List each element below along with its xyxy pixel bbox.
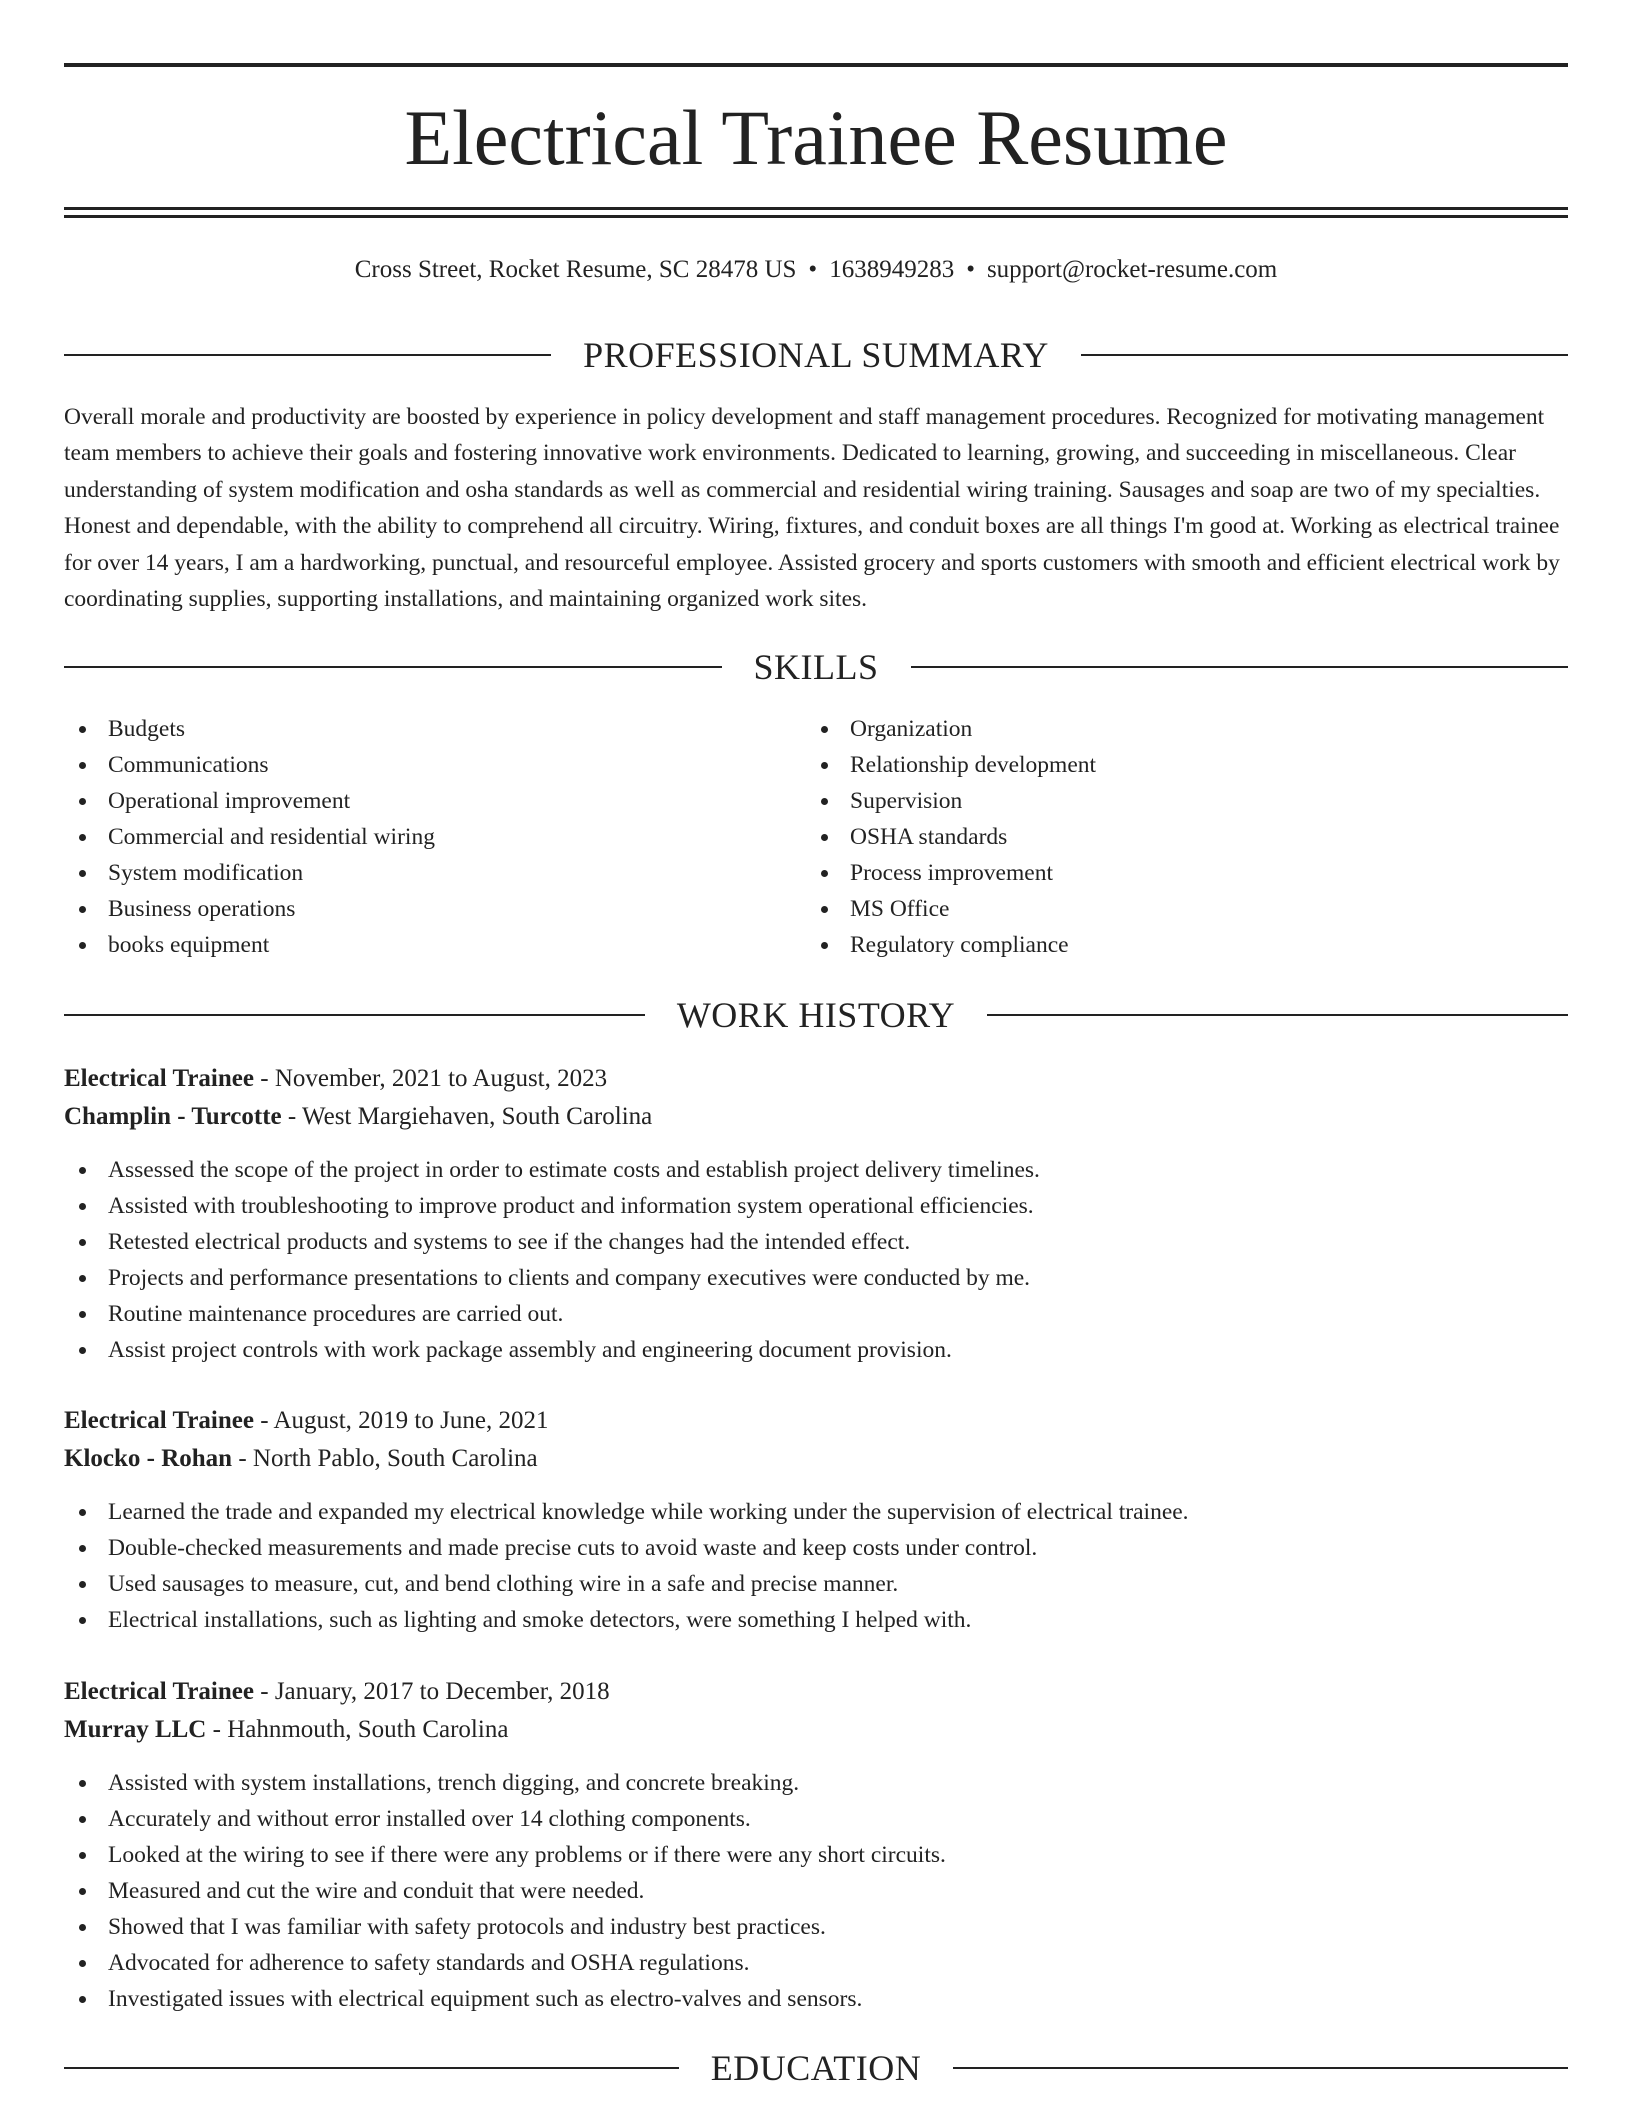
job-company: Klocko - Rohan bbox=[64, 1445, 233, 1472]
header-top-rule bbox=[64, 63, 1568, 67]
skill-item: Budgets bbox=[64, 711, 435, 747]
job-entry bbox=[64, 1673, 1568, 2017]
job-bullet: Accurately and without error installed over 14 clothing components. bbox=[64, 1801, 1568, 1837]
job-bullet: Learned the trade and expanded my electrical knowledge while working under the supervision of electrical trainee. bbox=[64, 1494, 1568, 1530]
skill-item: Process improvement bbox=[806, 855, 1096, 891]
job-bullet: Showed that I was familiar with safety protocols and industry best practices. bbox=[64, 1909, 1568, 1945]
contact-line bbox=[64, 252, 1568, 288]
resume-title: Electrical Trainee Resume bbox=[404, 94, 1228, 181]
contact-separator: • bbox=[808, 256, 818, 283]
job-bullet: Retested electrical products and systems to see if the changes had the intended effect. bbox=[64, 1224, 1568, 1260]
job-dates: November, 2021 to August, 2023 bbox=[274, 1065, 608, 1092]
job-bullet: Projects and performance presentations to clients and company executives were conducted by me. bbox=[64, 1260, 1568, 1296]
job-bullet: Advocated for adherence to safety standards and OSHA regulations. bbox=[64, 1945, 1568, 1981]
job-bullet: Used sausages to measure, cut, and bend clothing wire in a safe and precise manner. bbox=[64, 1566, 1568, 1602]
job-company-line: Klocko - Rohan - North Pablo, South Carolina bbox=[64, 1445, 538, 1472]
job-title: Electrical Trainee bbox=[64, 1407, 254, 1434]
skills-heading: SKILLS bbox=[753, 647, 879, 687]
job-bullet: Double-checked measurements and made precise cuts to avoid waste and keep costs under control. bbox=[64, 1530, 1568, 1566]
job-title-line: Electrical Trainee - November, 2021 to August, 2023 bbox=[64, 1065, 608, 1092]
job-bullet: Looked at the wiring to see if there were any problems or if there were any short circuits. bbox=[64, 1837, 1568, 1873]
work-section-header bbox=[64, 995, 1568, 1035]
skill-item: Communications bbox=[64, 747, 435, 783]
section-rule-right bbox=[1081, 354, 1568, 356]
job-bullets bbox=[64, 1494, 1568, 1638]
job-title-line: Electrical Trainee - August, 2019 to June, 2021 bbox=[64, 1407, 549, 1434]
skill-item: MS Office bbox=[806, 891, 1096, 927]
skill-item: System modification bbox=[64, 855, 435, 891]
skill-item: Relationship development bbox=[806, 747, 1096, 783]
job-dates: January, 2017 to December, 2018 bbox=[274, 1678, 610, 1705]
summary-heading: PROFESSIONAL SUMMARY bbox=[583, 335, 1049, 375]
section-rule-left bbox=[64, 1014, 645, 1016]
section-rule-left bbox=[64, 354, 551, 356]
job-entry bbox=[64, 1402, 1568, 1638]
contact-phone: 1638949283 bbox=[829, 256, 955, 283]
job-bullets bbox=[64, 1152, 1568, 1368]
contact-separator: • bbox=[966, 256, 975, 283]
section-rule-right bbox=[987, 1014, 1568, 1016]
job-bullet: Investigated issues with electrical equipment such as electro-valves and sensors. bbox=[64, 1981, 1568, 2017]
job-location: West Margiehaven, South Carolina bbox=[302, 1103, 653, 1130]
job-title-line: Electrical Trainee - January, 2017 to December, 2018 bbox=[64, 1678, 610, 1705]
job-bullet: Assessed the scope of the project in order to estimate costs and establish project delivery timelines. bbox=[64, 1152, 1568, 1188]
job-dates: August, 2019 to June, 2021 bbox=[273, 1407, 549, 1434]
skill-item: Regulatory compliance bbox=[806, 927, 1096, 963]
job-title: Electrical Trainee bbox=[64, 1678, 254, 1705]
job-bullet: Assisted with system installations, trench digging, and concrete breaking. bbox=[64, 1765, 1568, 1801]
summary-text: Overall morale and productivity are boosted by experience in policy development and staff management procedures. Recognized for motivating management team members to achieve their goals and fostering innovative work environments. Dedicated to learning, growing, and succeeding in miscellaneous. Clear understanding of system modification and osha standards as well as commercial and residential wiring training. Sausages and soap are two of my specialties. Honest and dependable, with the ability to comprehend all circuitry. Wiring, fixtures, and conduit boxes are all things I'm good at. Working as electrical trainee for over 14 years, I am a hardworking, punctual, and resourceful employee. Assisted grocery and sports customers with smooth and efficient electrical work by coordinating supplies, supporting installations, and maintaining organized work sites. bbox=[64, 404, 1560, 613]
job-bullet: Electrical installations, such as lighting and smoke detectors, were something I helped with. bbox=[64, 1602, 1568, 1638]
job-company-line: Champlin - Turcotte - West Margiehaven, South Carolina bbox=[64, 1103, 653, 1130]
job-bullet: Assist project controls with work package assembly and engineering document provision. bbox=[64, 1332, 1568, 1368]
skills-list-right bbox=[806, 711, 1096, 963]
job-bullet: Measured and cut the wire and conduit that were needed. bbox=[64, 1873, 1568, 1909]
summary-section-header bbox=[64, 335, 1568, 375]
contact-email: support@rocket-resume.com bbox=[986, 256, 1278, 283]
job-location: Hahnmouth, South Carolina bbox=[227, 1716, 509, 1743]
job-company-line: Murray LLC - Hahnmouth, South Carolina bbox=[64, 1716, 509, 1743]
job-bullet: Routine maintenance procedures are carried out. bbox=[64, 1296, 1568, 1332]
skill-item: Organization bbox=[806, 711, 1096, 747]
skills-section-header bbox=[64, 647, 1568, 687]
job-location: North Pablo, South Carolina bbox=[252, 1445, 538, 1472]
section-rule-right bbox=[953, 2067, 1568, 2069]
section-rule-left bbox=[64, 666, 722, 668]
work-heading: WORK HISTORY bbox=[676, 995, 956, 1035]
job-company: Murray LLC bbox=[64, 1716, 207, 1743]
job-company: Champlin - Turcotte bbox=[64, 1103, 282, 1130]
header-rule-upper bbox=[64, 207, 1568, 210]
education-section-header bbox=[64, 2048, 1568, 2088]
job-entry bbox=[64, 1060, 1568, 1368]
section-rule-left bbox=[64, 2067, 679, 2069]
education-heading: EDUCATION bbox=[710, 2048, 922, 2088]
skills-list-left bbox=[64, 711, 435, 963]
job-title: Electrical Trainee bbox=[64, 1065, 254, 1092]
skill-item: Supervision bbox=[806, 783, 1096, 819]
skill-item: Operational improvement bbox=[64, 783, 435, 819]
header-rule-lower bbox=[64, 215, 1568, 218]
job-bullets bbox=[64, 1765, 1568, 2017]
skill-item: OSHA standards bbox=[806, 819, 1096, 855]
skill-item: Business operations bbox=[64, 891, 435, 927]
contact-address: Cross Street, Rocket Resume, SC 28478 US bbox=[354, 256, 797, 283]
section-rule-right bbox=[911, 666, 1569, 668]
skill-item: books equipment bbox=[64, 927, 435, 963]
job-bullet: Assisted with troubleshooting to improve product and information system operational efficiencies. bbox=[64, 1188, 1568, 1224]
skill-item: Commercial and residential wiring bbox=[64, 819, 435, 855]
